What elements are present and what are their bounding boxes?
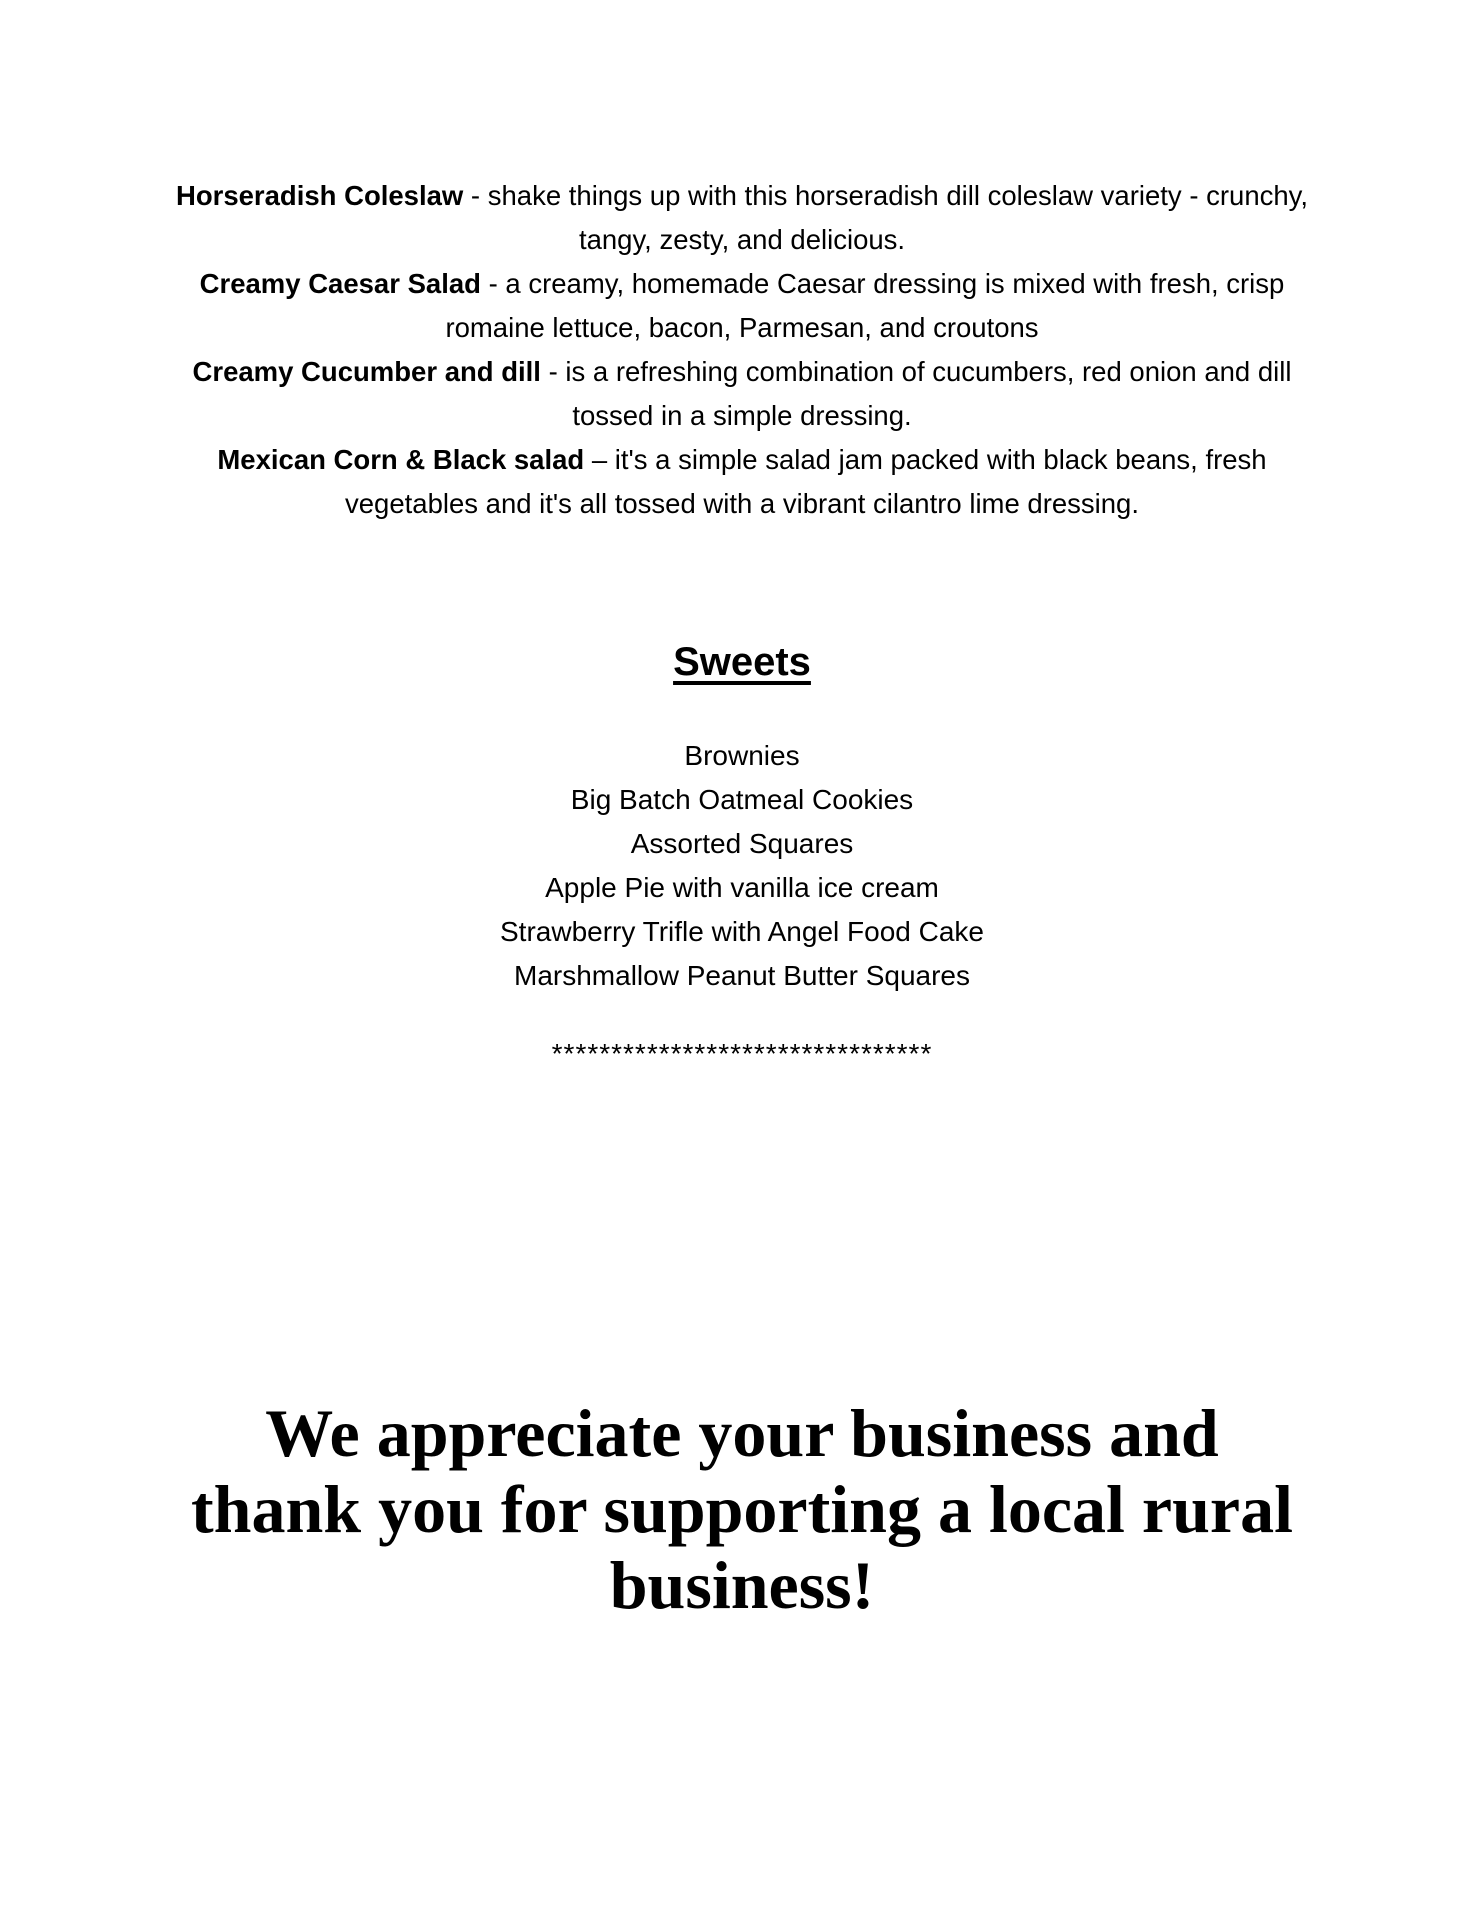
asterisk-divider: ********************************: [551, 1038, 933, 1069]
sweets-heading: Sweets: [673, 640, 811, 684]
salad-item: [160, 262, 1324, 350]
salad-item: [160, 174, 1324, 262]
sweet-item: Apple Pie with vanilla ice cream: [545, 872, 939, 903]
salad-item: [160, 438, 1324, 526]
sweet-item: Brownies: [684, 740, 800, 771]
closing-message: We appreciate your business and thank you for supporting a local rural business!: [190, 1395, 1293, 1623]
sweets-list: [0, 734, 1484, 998]
salad-description: - is a refreshing combination of cucumbers, red onion and dill tossed in a simple dressing.: [540, 356, 1292, 431]
salad-section: [160, 174, 1324, 526]
sweet-item: Assorted Squares: [630, 828, 854, 859]
salad-item: [160, 350, 1324, 438]
salad-description: - shake things up with this horseradish dill coleslaw variety - crunchy, tangy, zesty, and delicious.: [463, 180, 1309, 255]
salad-name: Mexican Corn & Black salad: [217, 444, 585, 475]
salad-name: Horseradish Coleslaw: [175, 180, 464, 211]
salad-name: Creamy Caesar Salad: [199, 268, 481, 299]
sweet-item: Marshmallow Peanut Butter Squares: [514, 960, 970, 991]
salad-description: - a creamy, homemade Caesar dressing is mixed with fresh, crisp romaine lettuce, bacon, Parmesan, and croutons: [445, 268, 1285, 343]
salad-description: – it's a simple salad jam packed with black beans, fresh vegetables and it's all tossed with a vibrant cilantro lime dressing.: [345, 444, 1267, 519]
sweet-item: Strawberry Trifle with Angel Food Cake: [500, 916, 984, 947]
salad-name: Creamy Cucumber and dill: [192, 356, 541, 387]
sweet-item: Big Batch Oatmeal Cookies: [570, 784, 914, 815]
